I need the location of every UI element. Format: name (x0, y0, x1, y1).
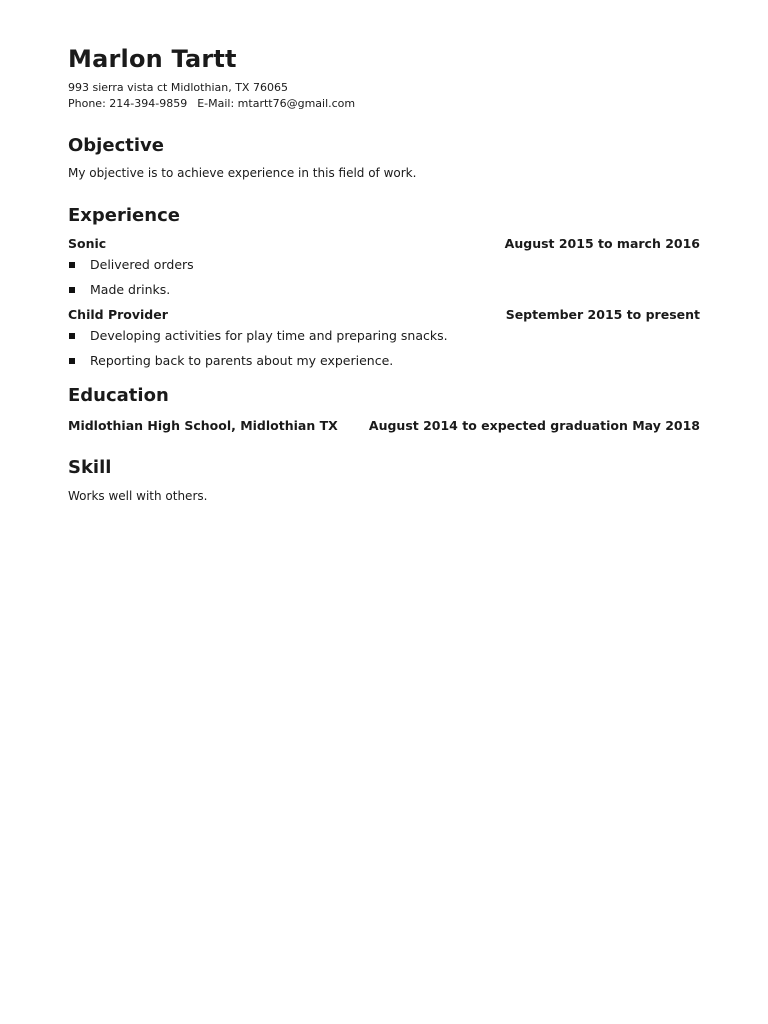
address-line: 993 sierra vista ct Midlothian, TX 76065 (68, 81, 288, 94)
skill-section (68, 456, 700, 504)
job-header (68, 235, 700, 253)
duty-item (68, 281, 700, 299)
experience-section (68, 204, 700, 370)
education-section (68, 384, 700, 435)
email-text: E-Mail: mtartt76@gmail.com (197, 97, 356, 110)
phone-text: Phone: 214-394-9859 (68, 97, 188, 110)
job-duties-list (68, 256, 700, 299)
square-bullet-icon (69, 287, 75, 293)
job-employer: Child Provider (68, 307, 168, 322)
duty-text: Reporting back to parents about my experience. (90, 353, 394, 368)
skill-heading: Skill (68, 457, 112, 478)
job-dates: September 2015 to present (505, 307, 700, 322)
duty-item (68, 352, 700, 370)
skill-text: Works well with others. (68, 489, 208, 503)
objective-section (68, 134, 700, 181)
phone-email-line (68, 96, 700, 112)
job-duties-list (68, 327, 700, 370)
job-dates: August 2015 to march 2016 (504, 236, 700, 251)
square-bullet-icon (69, 262, 75, 268)
education-dates: August 2014 to expected graduation May 2018 (368, 418, 700, 433)
duty-text: Made drinks. (90, 282, 171, 297)
duty-item (68, 327, 700, 345)
square-bullet-icon (69, 358, 75, 364)
duty-item (68, 256, 700, 274)
education-row (68, 417, 700, 435)
education-heading: Education (68, 385, 169, 406)
square-bullet-icon (69, 333, 75, 339)
job-employer: Sonic (68, 236, 107, 251)
duty-text: Developing activities for play time and preparing snacks. (90, 328, 448, 343)
job-header (68, 306, 700, 324)
contact-block (68, 80, 700, 112)
duty-text: Delivered orders (90, 257, 194, 272)
experience-heading: Experience (68, 205, 180, 226)
candidate-name: Marlon Tartt (68, 45, 237, 73)
objective-heading: Objective (68, 135, 164, 156)
school-name: Midlothian High School, Midlothian TX (68, 418, 338, 433)
objective-text: My objective is to achieve experience in this field of work. (68, 166, 417, 180)
